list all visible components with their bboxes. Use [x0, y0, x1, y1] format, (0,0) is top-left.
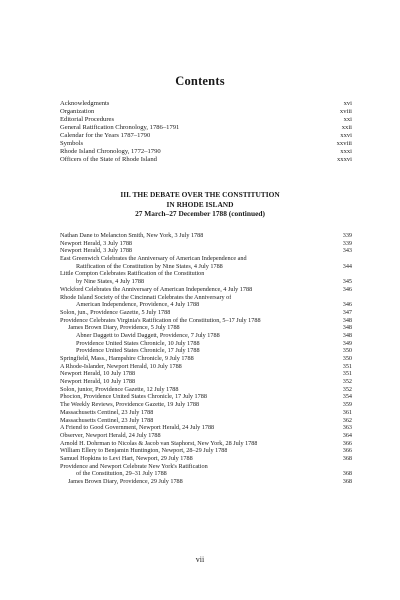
front-matter-item-page: xvi: [343, 100, 352, 107]
contents-entry: [60, 470, 352, 478]
front-matter-item-title: Officers of the State of Rhode Island: [60, 156, 157, 163]
front-matter-item-page: xxii: [341, 124, 352, 131]
contents-entry: [60, 270, 352, 278]
contents-entry: [60, 432, 352, 440]
contents-entry-title: Providence United States Chronicle, 10 July 1788: [76, 339, 200, 347]
contents-entry: [60, 455, 352, 463]
contents-entry: [60, 232, 352, 240]
contents-entry-title: American Independence, Providence, 4 July 1788: [76, 301, 200, 309]
contents-entry: [60, 309, 352, 317]
contents-entry-page: 350: [342, 355, 352, 362]
contents-entry-page: 363: [342, 424, 352, 432]
contents-entry-title: A Friend to Good Government, Newport Herald, 24 July 1788: [60, 424, 215, 432]
contents-entry: [60, 478, 352, 486]
contents-entry: [60, 324, 352, 332]
contents-entry-title: Rhode Island Society of the Cincinnati Celebrates the Anniversary of: [60, 293, 232, 301]
contents-entry: [60, 378, 352, 386]
section-heading-line: IN RHODE ISLAND: [166, 199, 234, 209]
front-matter-item-page: xxi: [343, 116, 352, 123]
front-matter-item-title: Acknowledgments: [60, 100, 110, 107]
contents-entry-page: 348: [342, 324, 352, 332]
contents-entry: [60, 363, 352, 371]
contents-entry-title: Ratification of the Constitution by Nine States, 4 July 1788: [76, 262, 223, 270]
contents-entry-page: 350: [342, 347, 352, 355]
contents-entry: [60, 447, 352, 455]
front-matter-item-title: Organization: [60, 108, 95, 115]
section-heading-date: 27 March–27 December 1788 (continued): [135, 209, 265, 219]
front-matter-item-page: xxxi: [340, 148, 352, 155]
contents-entry: [60, 409, 352, 417]
contents-entry-page: 359: [342, 401, 352, 409]
contents-entry-page: 368: [342, 470, 352, 478]
contents-entry-page: 351: [342, 370, 352, 378]
contents-entry-title: Newport Herald, 10 July 1788: [60, 378, 136, 386]
front-matter-item-page: xxxvi: [336, 156, 352, 163]
contents-entry-page: 366: [342, 447, 352, 455]
contents-entry: [60, 317, 352, 325]
contents-entry-page: 348: [342, 331, 352, 339]
contents-entry-title: Providence and Newport Celebrate New York's Ratification: [60, 462, 208, 470]
front-matter-item-page: xviii: [339, 108, 352, 115]
contents-entry-page: 346: [342, 301, 352, 309]
contents-entry-title: Phocion, Providence United States Chronicle, 17 July 1788: [60, 393, 207, 401]
contents-entry-title: Providence United States Chronicle, 17 July 1788: [76, 347, 200, 355]
contents-entry: [60, 424, 352, 432]
contents-entry: [60, 294, 352, 302]
contents-entry-title: Little Compton Celebrates Ratification of the Constitution: [60, 270, 205, 278]
contents-entry-page: 362: [342, 416, 352, 424]
contents-list: [60, 232, 352, 486]
contents-entry-title: Samuel Hopkins to Levi Hart, Newport, 29 July 1788: [60, 454, 193, 462]
front-matter-item-title: Rhode Island Chronology, 1772–1790: [60, 148, 161, 155]
contents-entry-title: James Brown Diary, Providence, 5 July 1788: [68, 324, 180, 332]
contents-entry-title: Massachusetts Centinel, 23 July 1788: [60, 416, 154, 424]
contents-entry: [60, 301, 352, 309]
contents-entry-page: 345: [342, 278, 352, 286]
contents-entry: [60, 240, 352, 248]
contents-entry-page: 366: [342, 439, 352, 447]
front-matter-item-title: Calendar for the Years 1787–1790: [60, 132, 151, 139]
contents-entry-title: Newport Herald, 3 July 1788: [60, 239, 133, 247]
contents-entry: [60, 393, 352, 401]
front-matter-item: [60, 116, 352, 124]
contents-entry-title: East Greenwich Celebrates the Anniversary of American Independence and: [60, 255, 247, 263]
contents-entry: [60, 386, 352, 394]
contents-entry-page: 364: [342, 431, 352, 439]
contents-entry-page: 339: [342, 232, 352, 239]
contents-entry-title: Observer, Newport Herald, 24 July 1788: [60, 431, 161, 439]
contents-entry-title: The Weekly Reviews, Providence Gazette, 19 July 1788: [60, 401, 200, 409]
contents-entry-title: Solon, junior, Providence Gazette, 12 July 1788: [60, 385, 179, 393]
contents-entry-title: William Ellery to Benjamin Huntington, Newport, 28–29 July 1788: [60, 447, 228, 455]
contents-entry-page: 352: [342, 378, 352, 386]
contents-entry-title: Arnold H. Dohrman to Nicolas & Jacob van Staphorst, New York, 28 July 1788: [60, 439, 258, 447]
contents-entry: [60, 355, 352, 363]
contents-entry-title: Solon, jun., Providence Gazette, 5 July 1788: [60, 308, 171, 316]
front-matter-item: [60, 148, 352, 156]
contents-entry: [60, 347, 352, 355]
front-matter-item-title: Symbols: [60, 140, 84, 147]
section-heading-line: III. THE DEBATE OVER THE CONSTITUTION: [120, 190, 280, 199]
front-matter-list: [60, 100, 352, 164]
contents-entry-page: 361: [342, 408, 352, 416]
front-matter-item-page: xxvi: [340, 132, 352, 139]
contents-entry: [60, 332, 352, 340]
contents-entry: [60, 263, 352, 271]
contents-entry-title: Newport Herald, 10 July 1788: [60, 370, 136, 378]
contents-entry-title: Newport Herald, 3 July 1788: [60, 247, 133, 255]
contents-entry: [60, 255, 352, 263]
front-matter-item: [60, 100, 352, 108]
contents-entry-page: 351: [342, 362, 352, 370]
contents-entry: [60, 417, 352, 425]
contents-entry-page: 349: [342, 339, 352, 347]
contents-entry-title: A Rhode-Islander, Newport Herald, 10 July 1788: [60, 362, 182, 370]
contents-entry-title: Massachusetts Centinel, 23 July 1788: [60, 408, 154, 416]
contents-entry-page: 346: [342, 285, 352, 293]
contents-entry: [60, 278, 352, 286]
contents-entry: [60, 247, 352, 255]
contents-entry: [60, 401, 352, 409]
contents-entry: [60, 440, 352, 448]
front-matter-item: [60, 108, 352, 116]
contents-entry-page: 344: [342, 262, 352, 270]
contents-entry-page: 368: [342, 478, 352, 485]
contents-entry-title: Abner Daggett to David Daggett, Providence, 7 July 1788: [76, 331, 220, 339]
front-matter-item-page: xxviii: [336, 140, 352, 147]
front-matter-item: [60, 156, 352, 164]
front-matter-item: [60, 132, 352, 140]
contents-entry: [60, 463, 352, 471]
section-heading: [0, 190, 400, 219]
front-matter-item: [60, 124, 352, 132]
contents-entry-title: Wickford Celebrates the Anniversary of American Independence, 4 July 1788: [60, 285, 253, 293]
contents-entry-page: 348: [342, 316, 352, 324]
page-number: vii: [195, 555, 205, 564]
front-matter-item-title: Editorial Procedures: [60, 116, 115, 123]
contents-entry: [60, 340, 352, 348]
front-matter-item-title: General Ratification Chronology, 1786–1791: [60, 124, 180, 131]
contents-entry: [60, 286, 352, 294]
contents-entry-title: of the Constitution, 29–31 July 1788: [76, 470, 167, 478]
front-matter-item: [60, 140, 352, 148]
contents-entry-title: Providence Celebrates Virginia's Ratification of the Constitution, 5–17 July 1788: [60, 316, 261, 324]
page-title: Contents: [175, 74, 225, 88]
contents-entry-page: 354: [342, 393, 352, 401]
contents-entry-page: 347: [342, 308, 352, 316]
contents-entry: [60, 370, 352, 378]
contents-entry-title: by Nine States, 4 July 1788: [76, 278, 145, 286]
contents-entry-page: 339: [342, 239, 352, 247]
contents-entry-page: 368: [342, 454, 352, 462]
contents-entry-title: James Brown Diary, Providence, 29 July 1788: [68, 478, 183, 485]
contents-entry-title: Nathan Dane to Melancton Smith, New York, 3 July 1788: [60, 232, 204, 239]
contents-entry-page: 352: [342, 385, 352, 393]
contents-entry-page: 343: [342, 247, 352, 255]
contents-entry-title: Springfield, Mass., Hampshire Chronicle, 9 July 1788: [60, 355, 194, 362]
